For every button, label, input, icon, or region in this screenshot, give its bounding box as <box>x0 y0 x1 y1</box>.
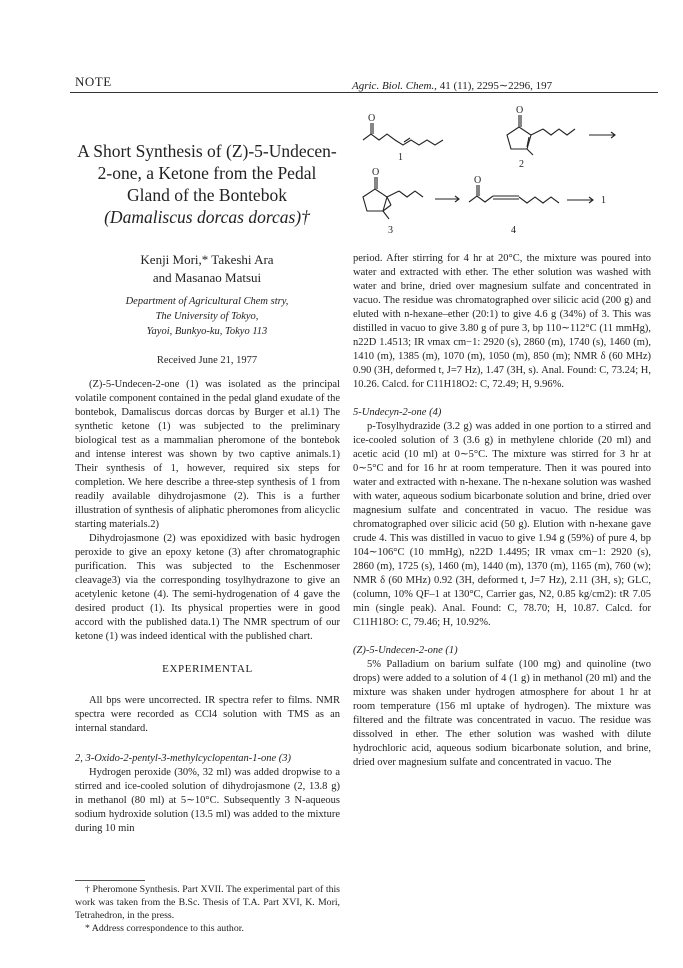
atom-label: O <box>372 167 380 178</box>
footnote-dagger: † Pheromone Synthesis. Part XVII. The experimental part of this work was taken from the B.Sc. Thesis of T.A. Part XVI, K. Mori, Tetrahedron, in the press. <box>75 884 340 921</box>
affiliation-line: The University of Tokyo, <box>155 311 259 322</box>
title-line: (Damaliscus dorcas dorcas)† <box>104 207 310 227</box>
intro-paragraph-1: (Z)-5-Undecen-2-one (1) was isolated as the principal volatile component contained in the pedal gland exudate of the bontebok, Damaliscus dorcas dorcas by Burger et al.1) The synthetic ketone (1) was subjected to the preliminary biological test as a mammalian pheromone of the bontebok and intense interest was shown by two captive animals.1) Their synthesis of 1, however, required six steps for completion. We here describe a three-step synthesis of 1 from readily available dihydrojasmone (2). This is a further illustration of synthesis of aliphatic pheromones from alicyclic starting materials.2) <box>75 379 340 530</box>
volume-pages: 41 (11), 2295∼2296, 197 <box>439 80 553 92</box>
reaction-scheme <box>353 105 663 250</box>
subsection-text-alkyne: p-Tosylhydrazide (3.2 g) was added in one portion to a stirred and ice-cooled solution of 3 (3.6 g) in methylene chloride (20 ml) and acetic acid (10 ml) at 0∼5°C. The mixture was stirred for 3 hr at 0∼5°C and for 16 hr at room temperature. Then it was poured into water and extracted with n-hexane. The n-hexane solution was washed with water, aqueous sodium bicarbonate solution and brine, dried over magnesium sulfate and concentrated in vacuo. The residue was chromatographed over silicic acid (50 g). Elution with n-hexane gave crude 4. This was distilled in vacuo to give 1.94 g (59%) of pure 4, bp 104∼106°C (10 mmHg), n22D 1.4495; IR νmax cm−1: 2920 (s), 2860 (m), 1725 (s), 1460 (m), 1440 (m), 1370 (m), 1165 (m), 760 (w); NMR δ (60 MHz) 0.92 (3H, deformed t, J=7 Hz), 2.11 (3H, s); GLC, (column, 10% QF–1 at 130°C, Carrier gas, N2, 0.85 kg/cm2): tR 7.05 min (single peak). Anal. Found: C, 78.70; H, 10.87. Calcd. for C11H18O: C, 79.46; H, 10.92%. <box>353 421 651 628</box>
author-list <box>72 251 342 287</box>
structure-2 <box>507 115 575 155</box>
structure-3 <box>363 177 423 219</box>
footnote-rule <box>75 880 145 881</box>
structure-4 <box>469 185 559 203</box>
affiliation-line: Department of Agricultural Chem stry, <box>125 296 289 307</box>
experimental-paragraph: All bps were uncorrected. IR spectra refer to films. NMR spectra were recorded as CCl4 solution with TMS as an internal standard. <box>75 695 340 734</box>
title-line: Gland of the Bontebok <box>127 185 287 205</box>
left-column <box>75 378 340 836</box>
title-line: 2-one, a Ketone from the Pedal <box>97 163 317 183</box>
subsection-text-alkene: 5% Palladium on barium sulfate (100 mg) and quinoline (two drops) were added to a solution of 4 (1 g) in methanol (20 ml) and the mixture was shaken under hydrogen atmosphere for about 1 hr at room temperature (156 ml uptake of hydrogen). The mixture was filtered and the filtrate was concentrated in vacuo. The residue was dissolved in ether. The ether solution was washed with dilute hydrochloric acid, aqueous sodium bicarbonate solution, and brine, dried over magnesium sulfate and concentrated in vacuo. The <box>353 659 651 768</box>
subsection-text-epoxide: Hydrogen peroxide (30%, 32 ml) was added dropwise to a stirred and ice-cooled solution of dihydrojasmone (2, 13.8 g) in methanol (80 ml) at 5∼10°C. Subsequently 3 N-aqueous sodium hydroxide solution (13.5 ml) was added to the mixture during 10 min <box>75 767 340 834</box>
right-column <box>353 252 651 770</box>
structure-1 <box>363 123 443 145</box>
compound-label: 3 <box>388 225 393 236</box>
authors-line: and Masanao Matsui <box>152 270 262 285</box>
subsection-heading-alkyne: 5-Undecyn-2-one (4) <box>353 407 442 418</box>
subsection-heading-epoxide: 2, 3-Oxido-2-pentyl-3-methylcyclopentan-1-one (3) <box>75 753 292 764</box>
journal-name: Agric. Biol. Chem., <box>352 80 437 92</box>
article-title <box>72 140 342 228</box>
atom-label: O <box>516 105 524 116</box>
experimental-heading: EXPERIMENTAL <box>162 663 253 675</box>
header-rule <box>70 92 658 93</box>
authors-line: Kenji Mori,* Takeshi Ara <box>140 252 274 267</box>
epoxide-continued-paragraph: period. After stirring for 4 hr at 20°C, the mixture was poured into water and extracted with ether. The ether solution was washed with water and brine, dried over magnesium sulfate and concentrated in vacuo. The residue was chromatographed over silicic acid (200 g) and eluted with n-hexane–ether (20:1) to give 4.6 g (34%) of 3. This was distilled in vacuo to give 3.80 g of pure 3, bp 110∼112°C (11 mmHg), n22D 1.4513; IR νmax cm−1: 2920 (s), 2860 (m), 1740 (s), 1460 (m), 1410 (m), 1385 (m), 1070 (m), 1050 (m), 850 (m); NMR δ (60 MHz) 0.90 (3H, deformed t, J=7 Hz), 1.47 (3H, s). Anal. Found: C, 73.24; H, 10.26. Calcd. for C11H18O2: C, 72.49; H, 9.96%. <box>353 253 651 390</box>
compound-label: 1 <box>601 195 606 206</box>
journal-citation <box>352 79 552 92</box>
affiliation <box>72 294 342 339</box>
compound-label: 4 <box>511 225 516 236</box>
title-line: A Short Synthesis of (Z)-5-Undecen- <box>77 141 337 161</box>
received-date: Received June 21, 1977 <box>156 355 258 366</box>
atom-label: O <box>474 175 482 186</box>
atom-label: O <box>368 113 376 124</box>
footnote-star: * Address correspondence to this author. <box>85 923 244 934</box>
section-label: NOTE <box>75 74 112 89</box>
affiliation-line: Yayoi, Bunkyo-ku, Tokyo 113 <box>146 326 268 337</box>
intro-paragraph-2: Dihydrojasmone (2) was epoxidized with basic hydrogen peroxide to give an epoxy ketone (3) after chromatographic purification. This was subjected to the Eschenmoser cleavage3) via the corresponding tosylhydrazone to give an acetylenic ketone (4). The semi-hydrogenation of 4 gave the desired product (1). Its physical properties were in good accord with the published data.1) The NMR spectrum of our ketone (1) was indeed identical with the published chart. <box>75 533 340 642</box>
subsection-heading-alkene: (Z)-5-Undecen-2-one (1) <box>353 645 458 656</box>
compound-label: 1 <box>398 152 403 163</box>
footnotes <box>75 883 340 935</box>
compound-label: 2 <box>519 159 524 170</box>
